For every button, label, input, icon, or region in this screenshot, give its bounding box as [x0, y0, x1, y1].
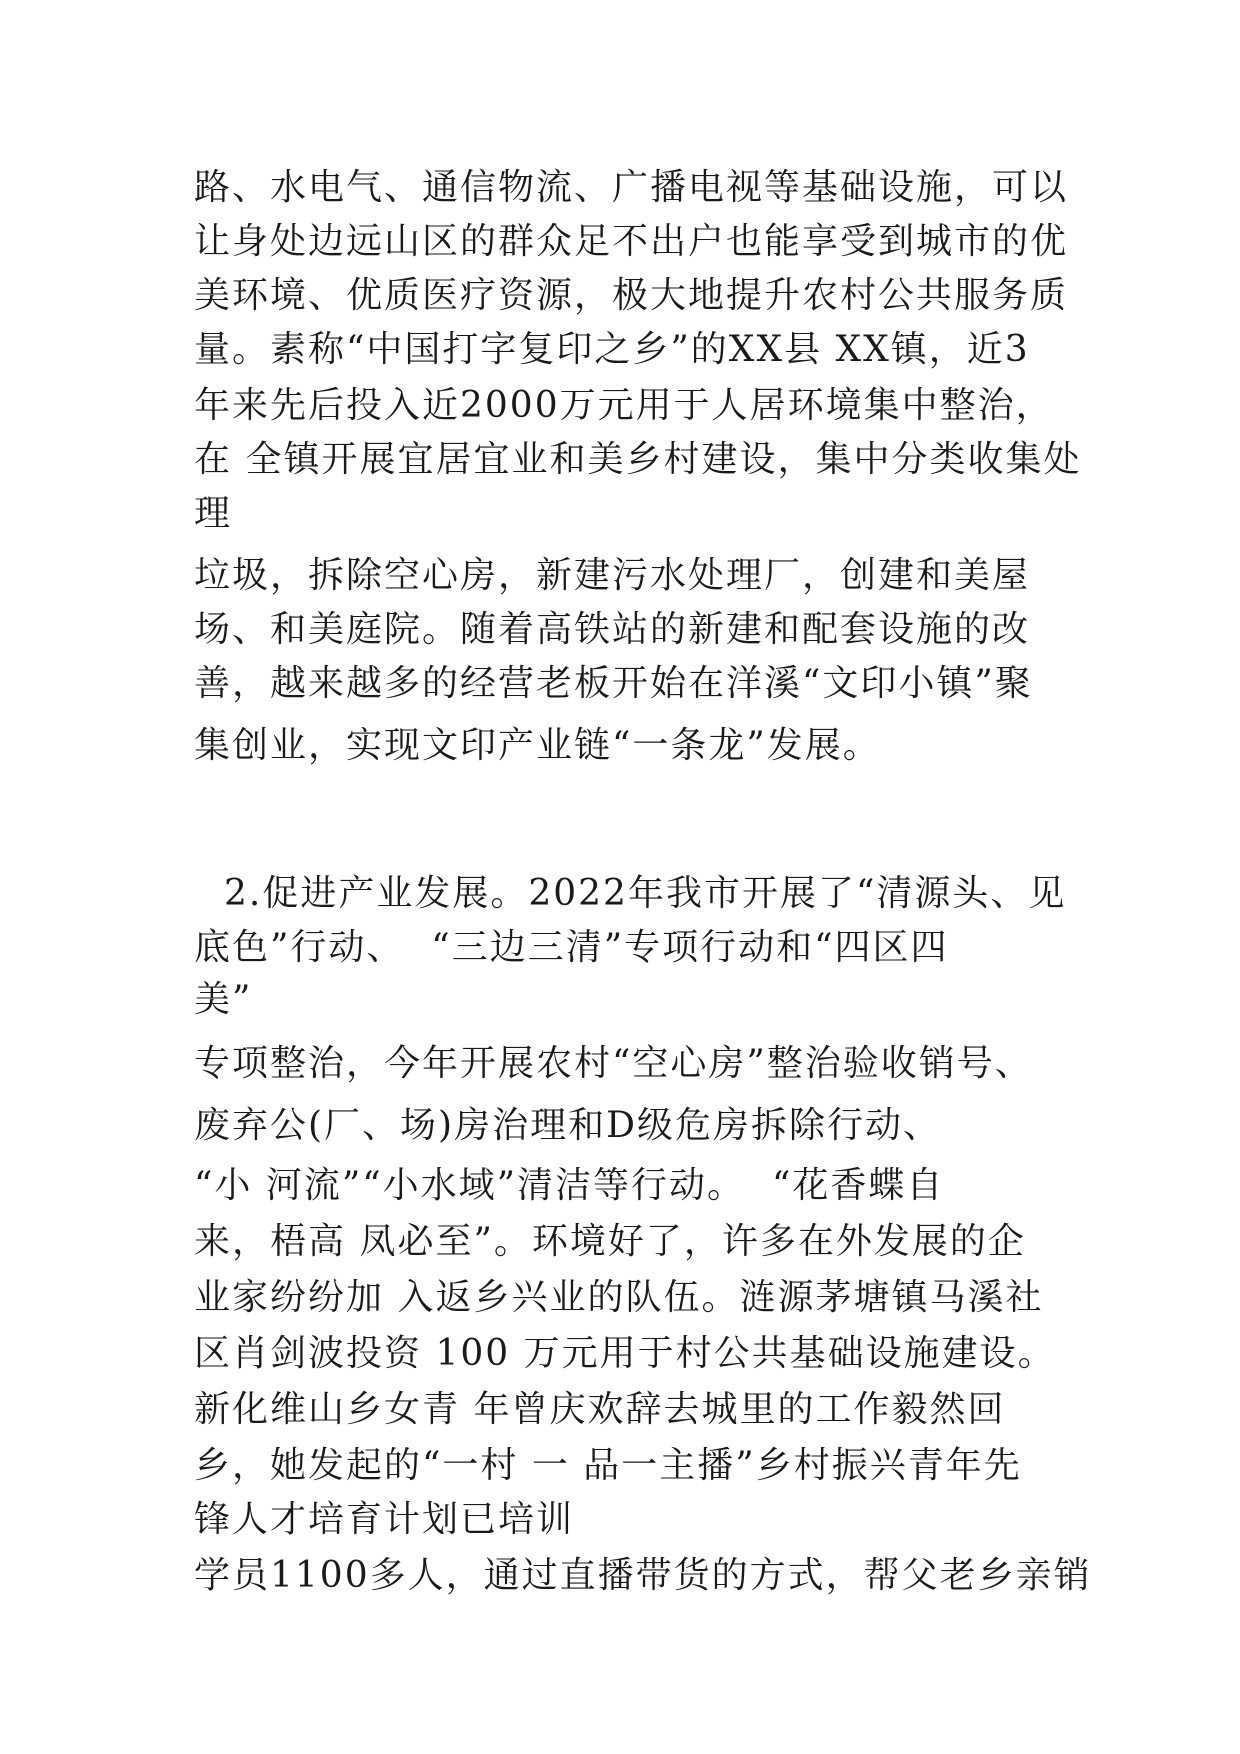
paragraph-2-line-4: 专项整治，今年开展农村“空心房”整治验收销号、 [194, 1043, 1033, 1084]
paragraph-1-line-7: 理 [194, 493, 233, 534]
paragraph-2-line-1: 2.促进产业发展。2022年我市开展了“清源头、见 [224, 873, 1067, 914]
paragraph-2-line-7: 来，梧高 凤必至”。环境好了，许多在外发展的企 [194, 1221, 1026, 1262]
paragraph-1-line-6: 在 全镇开展宜居宜业和美乡村建设，集中分类收集处 [194, 439, 1082, 480]
paragraph-2-line-6: “小 河流”“小水域”清洁等行动。 “花香蝶自 [194, 1165, 945, 1206]
paragraph-1-line-9: 场、和美庭院。随着高铁站的新建和配套设施的改 [194, 609, 1031, 650]
paragraph-1-line-11: 集创业，实现文印产业链“一条龙”发展。 [194, 725, 881, 766]
paragraph-2-line-12: 锋人才培育计划已培训 [194, 1499, 575, 1540]
paragraph-1-line-3: 美环境、优质医疗资源，极大地提升农村公共服务质 [194, 275, 1069, 316]
paragraph-1-line-8: 垃圾，拆除空心房，新建污水处理厂，创建和美屋 [194, 555, 1031, 596]
paragraph-2-line-10: 新化维山乡女青 年曾庆欢辞去城里的工作毅然回 [194, 1389, 1006, 1430]
paragraph-2-line-13: 学员1100多人，通过直播带货的方式，帮父老乡亲销 [194, 1555, 1092, 1596]
paragraph-2-line-5: 废弃公(厂、场)房治理和D级危房拆除行动、 [194, 1105, 941, 1146]
paragraph-1-line-4: 量。素称“中国打字复印之乡”的XX县 XX镇，近3 [194, 329, 1030, 370]
paragraph-2-line-11: 乡，她发起的“一村 一 品一主播”乡村振兴青年先 [194, 1445, 1022, 1486]
paragraph-1-line-5: 年来先后投入近2000万元用于人居环境集中整治， [194, 385, 1054, 426]
paragraph-1-line-2: 让身处边远山区的群众足不出户也能享受到城市的优 [194, 221, 1069, 262]
paragraph-2-line-8: 业家纷纷加 入返乡兴业的队伍。涟源茅塘镇马溪社 [194, 1277, 1044, 1318]
paragraph-1-line-10: 善，越来越多的经营老板开始在洋溪“文印小镇”聚 [194, 663, 1033, 704]
paragraph-1-line-1: 路、水电气、通信物流、广播电视等基础设施，可以 [194, 167, 1069, 208]
paragraph-2-line-2: 底色”行动、 “三边三清”专项行动和“四区四 [194, 927, 949, 968]
paragraph-2-line-9: 区肖剑波投资 100 万元用于村公共基础设施建设。 [194, 1333, 1056, 1374]
paragraph-2-line-3: 美” [194, 979, 253, 1020]
